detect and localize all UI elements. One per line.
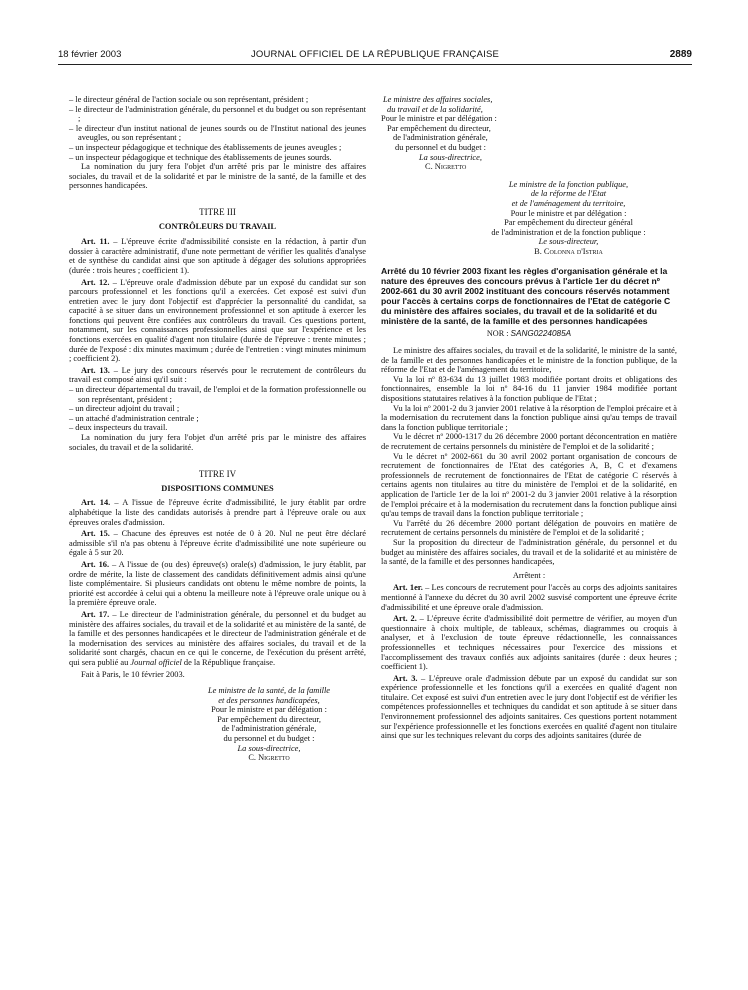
signature-line: Par empêchement du directeur, xyxy=(387,123,491,133)
arretent: Arrêtent : xyxy=(512,570,546,580)
article-text: – Les concours de recrutement pour l'accès au corps des adjoints sanitaires mentionné à l'annexe du décret du 30 avril 2002 susvisé comportent une épreuve écrite d'admissibilité et une épreuve orale d'admission. xyxy=(381,583,678,612)
article xyxy=(69,498,366,527)
signature-minister: Le ministre de la santé, de la famille xyxy=(207,686,331,696)
signature-line: du personnel et du budget : xyxy=(223,734,315,744)
article-text: – A l'issue de l'épreuve écrite d'admissibilité, le jury établit par ordre alphabétique la liste des candidats autorisés à prendre part à l'épreuve orale ou aux épreuves orales d'admission. xyxy=(69,498,366,527)
article xyxy=(69,366,366,385)
section-subtitle: CONTRÔLEURS DU TRAVAIL xyxy=(158,221,277,231)
paragraph: Vu la loi nº 2001-2 du 3 janvier 2001 relative à la résorption de l'emploi précaire et à la modernisation du recrutement dans la fonction publique ainsi qu'au temps de travail dans la fonction publique territoriale ; xyxy=(381,403,677,432)
signature-minister: de la réforme de l'Etat xyxy=(530,189,607,199)
signature-line: Pour le ministre et par délégation : xyxy=(510,208,627,218)
article xyxy=(69,278,366,364)
article xyxy=(381,614,677,672)
article xyxy=(69,610,366,668)
article xyxy=(69,237,366,275)
paragraph: Vu l'arrêté du 26 décembre 2000 portant délégation de pouvoirs en matière de recrutement de certains personnels du ministère de l'emploi et de la solidarité ; xyxy=(381,518,677,538)
signature-minister: et de l'aménagement du territoire, xyxy=(511,198,626,208)
list-item: – un directeur départemental du travail, de l'emploi et de la formation professionnelle ou son représentant, président ; xyxy=(69,385,366,404)
article xyxy=(381,674,677,741)
article-text: – Le directeur de l'administration générale, du personnel et du budget au ministère des affaires sociales, du travail et de la solidarité et au ministère de la santé, de la famille et des personnes handicapées et le directeur de l'administration générale et de la modernisation des services au ministère des affaires sociales, du travail et de la solidarité sont chargés, chacun en ce qui le concerne, de l'exécution du présent arrêté, qui sera publié au xyxy=(69,609,366,667)
nor-reference xyxy=(381,329,677,339)
paragraph: Vu le décret nº 2000-1317 du 26 décembre 2000 portant déconcentration en matière de recrutement de certains personnels du ministère de l'emploi et de la solidarité ; xyxy=(381,432,677,452)
left-column xyxy=(69,95,366,763)
signature-line: Pour le ministre et par délégation : xyxy=(381,114,497,124)
nor-code: SANG0224085A xyxy=(510,328,572,338)
list-item: – un inspecteur pédagogique et technique des établissements de jeunes sourds. xyxy=(69,152,332,162)
signature-block xyxy=(381,95,571,172)
signature-line: de l'administration et de la fonction publique : xyxy=(491,227,646,237)
article-text: – L'épreuve écrite d'admissibilité consiste en la rédaction, à partir d'un dossier à caractère administratif, d'une note permettant de vérifier les qualités d'analyse et de synthèse du candidat ainsi que son aptitude à dégager des solutions appropriées (durée : trois heures ; coefficient 1). xyxy=(69,237,367,275)
article-label: Art. 12. xyxy=(81,277,110,287)
signature-minister: du travail et de la solidarité, xyxy=(387,104,483,114)
article-text: – Chacune des épreuves est notée de 0 à 20. Nul ne peut être déclaré admissible s'il n'a pas obtenu à l'épreuve écrite d'admissibilité une note supérieure ou égale à 5 sur 20. xyxy=(69,529,366,558)
fait-a-paris: Fait à Paris, le 10 février 2003. xyxy=(81,670,185,680)
signature-line: de l'administration générale, xyxy=(393,133,488,143)
signature-block xyxy=(179,686,359,763)
header-date: 18 février 2003 xyxy=(58,49,122,60)
article xyxy=(69,529,366,558)
list-item: – un directeur adjoint du travail ; xyxy=(69,404,180,414)
signature-title: La sous-directrice, xyxy=(419,152,482,162)
article-text: – L'épreuve écrite d'admissibilité doit permettre de vérifier, au moyen d'un questionnaire à choix multiple, de tableaux, schémas, diagrammes ou croquis à analyser, et à l'exclusion de toute épreuve rédactionnelle, les connaissances professionnelles et techniques nécessaires pour l'exercice des missions et l'accomplissement des travaux confiés aux adjoints sanitaires (durée : deux heures ; coefficient 1). xyxy=(381,614,677,672)
signature-line: du personnel et du budget : xyxy=(395,142,486,152)
article-label: Art. 14. xyxy=(81,498,111,508)
signature-name: C. Nigretto xyxy=(248,753,290,763)
article-label: Art. 1er. xyxy=(393,583,423,593)
signature-minister: Le ministre des affaires sociales, xyxy=(383,95,493,104)
header-rule xyxy=(58,64,692,65)
signature-line: Par empêchement du directeur, xyxy=(217,714,321,724)
paragraph: La nomination du jury fera l'objet d'un arrêté pris par le ministre des affaires sociales, du travail et de la solidarité et par le ministre de la santé, de la famille et des personnes handicapées. xyxy=(69,162,366,191)
section-title: TITRE III xyxy=(199,206,236,217)
article xyxy=(381,583,677,612)
paragraph: La nomination du jury fera l'objet d'un arrêté pris par le ministre des affaires sociales, du travail et de la solidarité. xyxy=(69,433,366,452)
article-text-end: de la République française. xyxy=(181,657,276,667)
article-label: Art. 11. xyxy=(81,237,110,247)
article-label: Art. 15. xyxy=(81,529,110,539)
list-item: – un inspecteur pédagogique et technique des établissements de jeunes aveugles ; xyxy=(69,142,342,152)
list-item: – le directeur d'un institut national de jeunes sourds ou de l'Institut national des jeunes aveugles, ou son représentant ; xyxy=(69,123,366,143)
paragraph: Vu la loi nº 83-634 du 13 juillet 1983 modifiée portant droits et obligations des fonctionnaires, ensemble la loi nº 84-16 du 11 janvier 1984 modifiée portant dispositions statutaires relatives à la fonction publique de l'Etat ; xyxy=(381,374,677,404)
signature-line: Par empêchement du directeur général xyxy=(504,218,633,228)
article-text: – A l'issue de (ou des) épreuve(s) orale(s) d'admission, le jury établit, par ordre de mérite, la liste de classement des candidats définitivement admis ainsi qu'une liste complémentaire. Si plusieurs candidats ont obtenu le même nombre de points, la priorité est accordée à celui qui a obtenu la meilleure note à l'épreuve orale unique ou à la première épreuve orale. xyxy=(69,559,367,608)
article-label: Art. 16. xyxy=(81,559,110,569)
list-item: – le directeur général de l'action sociale ou son représentant, président ; xyxy=(69,95,309,104)
signature-minister: et des personnes handicapées, xyxy=(218,695,320,705)
arrete-title: Arrêté du 10 février 2003 fixant les règles d'organisation générale et la nature des épreuves des concours prévus à l'article 1er du décret nº 2002-661 du 30 avril 2002 instituant des concours réservés notamment pour l'accès à certains corps de fonctionnaires de l'Etat de catégorie C du ministère des affaires sociales, du travail et de la solidarité et du ministère de la santé, de la famille et des personnes handicapées xyxy=(381,265,671,326)
page-header xyxy=(58,49,692,63)
header-journal-title: JOURNAL OFFICIEL DE LA RÉPUBLIQUE FRANÇAISE xyxy=(250,49,500,60)
signature-title: Le sous-directeur, xyxy=(538,237,599,247)
list-item: – le directeur de l'administration générale, du personnel et du budget ou son représentant ; xyxy=(69,104,366,124)
signature-minister: Le ministre de la fonction publique, xyxy=(508,179,629,189)
right-column xyxy=(381,95,677,741)
signature-title: La sous-directrice, xyxy=(237,743,301,753)
article-label: Art. 3. xyxy=(393,673,418,683)
article-text: – L'épreuve orale d'admission débute par un exposé du candidat sur son parcours professionnel et les fonctions qu'il a exercées. Cet exposé est suivi d'un entretien avec le jury dont l'objectif est d'apprécier la personnalité du candidat, sa capacité à se situer dans un environnement professionnel et son aptitude à exercer les fonctions qui peuvent être confiées aux contrôleurs du travail. Ces questions portent, notamment, sur les connaissances professionnelles ainsi que sur l'expérience et les fonctions exercées en qualité d'agent non titulaire (durée de l'épreuve : trente minutes ; durée de l'exposé : dix minutes maximum ; durée de l'entretien : vingt minutes minimum ; coefficient 2). xyxy=(69,277,367,364)
signature-block xyxy=(461,180,676,257)
journal-officiel-ref: Journal officiel xyxy=(130,657,182,667)
signature-name: B. Colonna d'Istria xyxy=(534,246,603,256)
signature-name: C. Nigretto xyxy=(425,162,467,172)
article-text: – L'épreuve orale d'admission débute par un exposé du candidat sur son expérience professionnelle et les fonctions qu'il a exercées en qualité d'agent non titulaire. Cet exposé est suivi d'un entretien avec le jury dont l'objectif est de vérifier les compétences professionnelles et techniques du candidat et son aptitude à se situer dans l'environnement professionnel des adjoints sanitaires. Ces questions portent notamment sur l'expérience professionnelle et les fonctions exercées en qualité d'agent non titulaire ainsi que sur les techniques relevant du corps des adjoints sanitaires (durée de xyxy=(381,673,677,741)
article-label: Art. 17. xyxy=(81,609,110,619)
article-label: Art. 2. xyxy=(393,614,417,624)
signature-line: de l'administration générale, xyxy=(221,724,317,734)
list-item: – deux inspecteurs du travail. xyxy=(69,423,168,433)
article-text: – Le jury des concours réservés pour le recrutement de contrôleurs du travail est composé ainsi qu'il suit : xyxy=(69,365,366,385)
paragraph: Sur la proposition du directeur de l'administration générale, du personnel et du budget au ministère des affaires sociales, du travail et de la solidarité et au ministère de la santé, de la famille et des personnes handicapées, xyxy=(381,537,677,567)
header-page-number: 2889 xyxy=(669,49,692,60)
article xyxy=(69,560,366,608)
signature-line: Pour le ministre et par délégation : xyxy=(211,705,327,715)
list-item: – un attaché d'administration centrale ; xyxy=(69,413,199,423)
article-label: Art. 13. xyxy=(81,365,110,375)
paragraph: Vu le décret nº 2002-661 du 30 avril 2002 portant organisation de concours de recrutement de fonctionnaires de l'Etat des catégories A, B, C et d'examens professionnels de recrutement de fonctionnaires de l'Etat de catégorie C réservés à certains agents non titulaires au titre du ministère de l'emploi et de la solidarité, en application de l'article 1er de la loi nº 2001-2 du 3 janvier 2001 relative à la résorption de l'emploi précaire et à la modernisation du recrutement dans la fonction publique ainsi qu'au temps de travail dans la fonction publique territoriale ; xyxy=(381,451,677,519)
nor-label: NOR : xyxy=(486,328,511,338)
paragraph: Le ministre des affaires sociales, du travail et de la solidarité, le ministre de la santé, de la famille et des personnes handicapées et le ministre de la fonction publique, de la réforme de l'Etat et de l'aménagement du territoire, xyxy=(381,346,677,375)
section-title: TITRE IV xyxy=(198,469,237,480)
section-subtitle: DISPOSITIONS COMMUNES xyxy=(161,483,274,493)
